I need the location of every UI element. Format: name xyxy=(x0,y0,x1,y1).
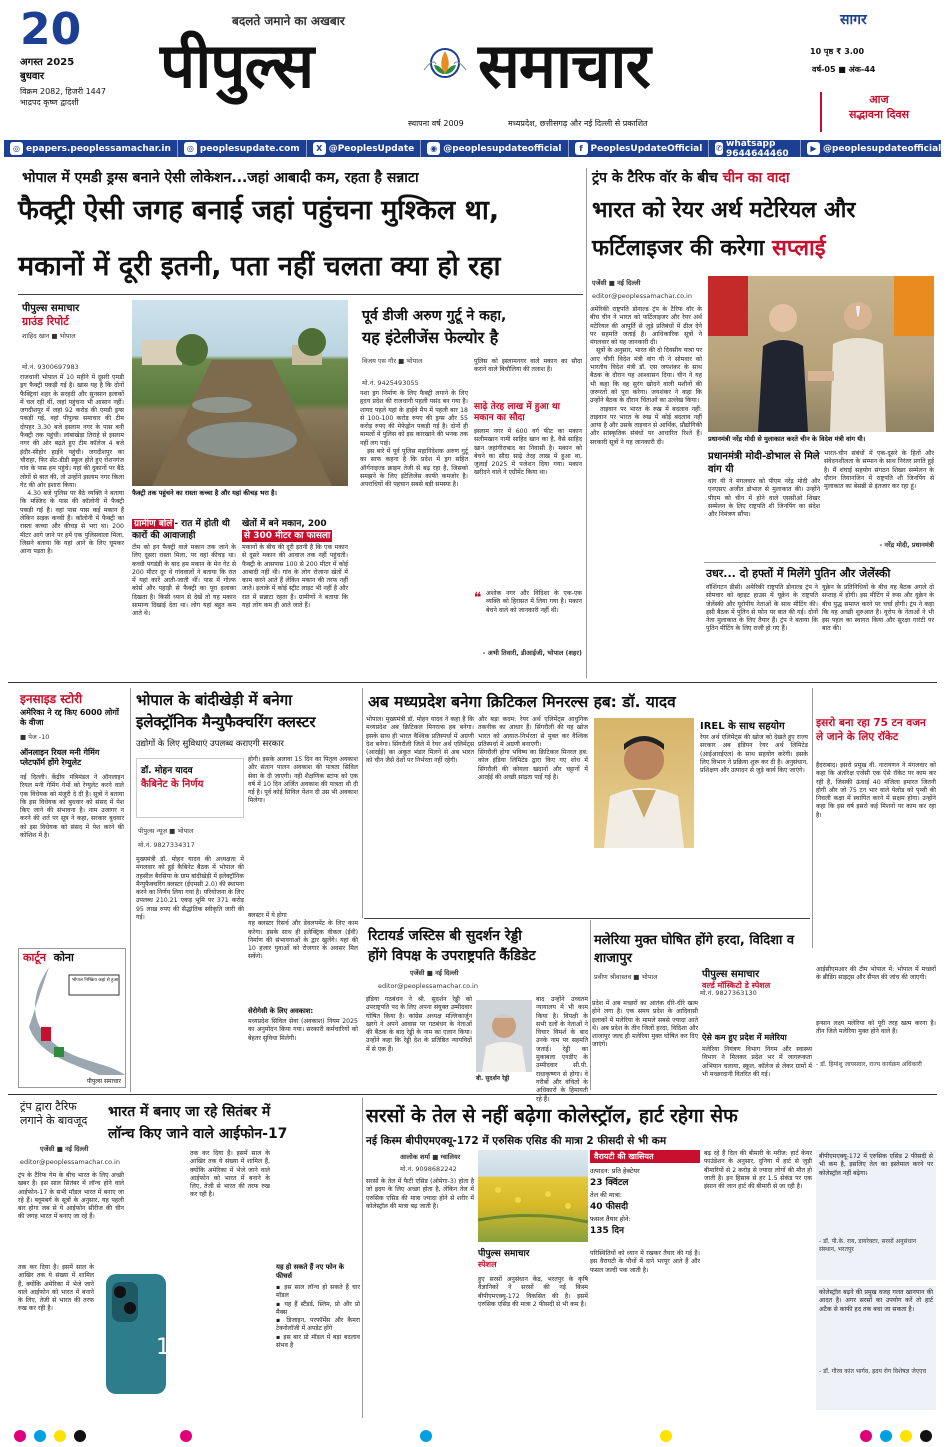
gurtu-head-1: पूर्व डीजी अरुण गुर्टू ने कहा, xyxy=(362,308,507,324)
malaria-body-2: आईसीएमआर की टीम भोपाल में: भोपाल में मच्छरों के ब्रीडिंग साइट्स और सैंपल की जांच की जाएगी। xyxy=(816,966,938,982)
feature-item: ▪ यह हैं स्टैंडर्ड, स्लिम, प्रो और प्रो मैक्स xyxy=(276,1300,362,1316)
justice-author: एजेंसी ■ नई दिल्ली xyxy=(410,969,459,977)
social-item[interactable]: ◎ peoplesupdate.com xyxy=(178,140,307,157)
iphone-head-2: लॉन्च किए जाने वाले आईफोन-17 xyxy=(108,1126,288,1142)
iphone-email: editor@peoplessamachar.co.in xyxy=(20,1158,120,1166)
bandikhedi-mobile: मो.नं. 9827334317 xyxy=(138,841,195,849)
brand-name: पीपुल्स समाचार xyxy=(22,303,80,314)
cartoon-drawing xyxy=(19,967,125,1075)
today-event: सद्भावना दिवस xyxy=(848,108,910,121)
mid-body-2: इस्लाम नगर में 600 वर्ग फीट का मकान सलीमखान नामी साहिद खान का है, वैसे साहिद खान जहांगीराबाद का निवासी है। मकान को बेचने का सौदा साढ़े तेरह लाख में हुआ था, जुलाई 2025 में पजेशन दिया गया। मकान खरीदने वाले ने एग्रीमेंट किया था। xyxy=(474,428,584,477)
today-box xyxy=(820,92,930,132)
cartoon-credit: पीपुल्स समाचार xyxy=(86,1078,121,1085)
mustard-body-2: हुए सरसों अनुसंधान केंद्र, भरतपुर के कृषि वैज्ञानिकों ने सरसों की नई किस्म बीपीएमएक्यू-172 विकसित की है। इसमें एरुसिक एसिड की मात्रा 2 फीसदी से भी कम है। xyxy=(478,1276,590,1308)
china-body: अमेरिकी राष्ट्रपति डोनाल्ड ट्रंप के टैरिफ वॉर के बीच चीन ने भारत को फर्टिलाइजर और रेयर अर्थ मटेरियल की आपूर्ति से जुड़े प्रतिबंधों में ढील देने पर सहमति जताई है। आधिकारिक सूत्रों ने मंगलवार को यह जानकारी दी। सूत्रों के अनुसार, भारत की दो दिवसीय यात्रा पर आए चीनी विदेश मंत्री वांग यी ने सोमवार को भारतीय विदेश मंत्री डॉ. एस जयशंकर के साथ बैठक के दौरान यह आश्वासन दिया। चीन ने यह भी कहा कि वह सुरंग खोदने वाली मशीनों की जरूरतों को पूरा करेगा। जयशंकर ने कहा कि उन्होंने बैठक के दौरान चिंताओं का उल्लेख किया। ताइवान पर भारत के रुख में बदलाव नहीं: ताइवान पर भारत के रुख में कोई बदलाव नहीं आया है और उसके ताइवान से आर्थिक, प्रौद्योगिकी और सांस्कृतिक संबंधों पर आधारित रिश्ते हैं। सरकारी सूत्रों ने यह जानकारी दी। xyxy=(590,306,702,446)
china-kicker: ट्रंप के टैरिफ वॉर के बीच चीन का वादा xyxy=(592,170,790,186)
social-item[interactable]: ◎ epapers.peoplessamachar.in xyxy=(4,140,178,157)
lotus-icon xyxy=(422,40,468,86)
justice-body-2: बाद उन्होंने उच्चतम न्यायालय में भी काम किया है। विपक्षी के सभी दलों के नेताओं ने विचार विमर्श के बाद उनके नाम पर सहमति जताई। रेड्डी का मुकाबला एनडीए के उम्मीदवार सी.पी. राधाकृष्णन से होगा। वे गरीबों और वंचितों के अधिकारों के हिमायती रहे हैं। xyxy=(536,996,590,1103)
lead-kicker: भोपाल में एमडी ड्रग्स बनाने ऐसी लोकेशन...जहां आबादी कम, रहता है सन्नाटा xyxy=(22,170,419,186)
malaria-body-1: प्रदेश में अब मच्छरों का आतंक धीरे-धीरे खत्म होने लगा है। एक समय प्रदेश के आदिवासी इलाकों में मलेरिया के मामले सबसे ज्यादा आते थे। अब प्रदेश के तीन जिलों हरदा, विदिशा और शाजापुर जल्द ही मलेरिया मुक्त घोषित कर दिए जाएंगे। xyxy=(592,1000,700,1049)
cartoon-box xyxy=(18,948,126,1088)
iphone-head-1: भारत में बनाए जा रहे सितंबर में xyxy=(108,1104,271,1120)
gurtu-author: विजय एस गौर ■ भोपाल xyxy=(362,357,423,365)
author-mobile: मो.नं. 9300697983 xyxy=(22,363,79,371)
minerals-head: अब मध्यप्रदेश बनेगा क्रिटिकल मिनरल्स हब: डॉ. यादव xyxy=(368,693,676,711)
road-photo xyxy=(132,300,348,486)
spec-item: तेल की मात्रा: 40 फीसदी xyxy=(590,1191,629,1212)
bandikhedi-head-2: इलेक्ट्रॉनिक मैन्युफैक्चरिंग क्लस्टर xyxy=(136,713,316,731)
iphone-body-1: ट्रंप के टैरिफ गेम के बीच भारत के लिए अच्छी खबर है। इस साल सितंबर में लॉन्च होने वाले आईफोन-17 के सभी मॉडल भारत में बनाए जा रहे हैं। ब्लूमबर्ग के सूत्रों के अनुसार, यह पहली बार होगा जब से ये आईफोन सीरीज की चीन की जगह भारत में बनाए जा रहे हैं। xyxy=(18,1172,126,1221)
registration-marks xyxy=(0,1425,945,1447)
houses-head: खेतों में बने मकान, 200 से 300 मीटर का फासला xyxy=(242,519,331,541)
pm-body: वांग यी ने मंगलवार को पीएम नरेंद्र मोदी और एनएसए अजीत डोभाल से मुलाकात की। उन्होंने पीएम को चीन में होने वाले एससीओ शिखर सम्मेलन के लिए राष्ट्रपति शी जिनपिंग का संदेश और निमंत्रण सौंपा। xyxy=(708,478,822,519)
social-item[interactable]: ✆ whatsapp 9644644460 xyxy=(709,140,801,157)
lead-body: राजधानी भोपाल में 10 महीने में दूसरी एमडी ड्रग फैक्ट्री पकड़ी गई है। खास यह है कि दोनों फैक्ट्रियां शहर के सरहदी और सुनसान इलाकों में चल रही थीं, जहां पहुंचना भी आसान नहीं। जगदीशपुर में जहां 92 करोड़ की एमडी ड्रग्स पकड़ी गई, वहां पीपुल्स समाचार की टीम दोपहर 3.30 बजे इस्लाम नगर के पास बनी फैक्ट्री तक पहुंची। लांबाखेड़ा तिराहे से इस्लाम नगर की ओर बढ़ते हुए टीम कॉलेज 4 बजे इंदौर-सीहोर हाईवे पहुंची। जगदीशपुर का चौराहा, फिर सेंट-डीडी स्कूल होते हुए रोशनगंज गांव के पास हम पहुंचे। यहां की दुकानों पर बैठे लोगों से बात की, तो उन्होंने इस्लाम नगर किला गेट की ओर इशारा किया। 4.30 बजे पुलिस पर बैठे व्यक्ति ने बताया कि मस्जिद के पास की कॉलोनी में फैक्ट्री पकड़ी गई है। वहां पास पास कई मकान हैं लेकिन सड़क कच्ची है। कॉलोनी में फैक्ट्री का रास्ता कच्चा और कीचड़ से भरा था। 200 मीटर आगे जाने पर हमें एक पुलिसवाला मिला, जिसने बताया कि यहां आने के लिए घूमकर आना पड़ता है। xyxy=(20,374,124,556)
quote-icon: ❝ xyxy=(474,590,482,606)
iphone-author: एजेंसी ■ नई दिल्ली xyxy=(40,1145,89,1153)
mustard-sub: नई किस्म बीपीएमएक्यू-172 में एरुसिक एसिड की मात्रा 2 फीसदी से भी कम xyxy=(366,1135,667,1147)
founded: स्थापना वर्ष 2009 xyxy=(408,119,464,128)
isro-body: हैदराबाद। इसरो प्रमुख वी. नारायणन ने मंगलवार को कहा कि अंतरिक्ष एजेंसी एक ऐसे रॉकेट पर काम कर रही है, जिसकी ऊंचाई 40 मंजिला इमारत जितनी होगी और जो 75 टन भार वाले पेलोड को पृथ्वी की निचली कक्षा में स्थापित करने में सक्षम होगा। उन्होंने कहा कि इस वर्ष इसरो कई मिशनों पर काम कर रहा है। xyxy=(816,762,938,819)
social-item[interactable]: X @PeoplesUpdate xyxy=(307,140,422,157)
cyber-head: सेरोगेसी के लिए अवकाश: xyxy=(248,1007,314,1015)
gurtu-head-2: यह इंटेलीजेंस फेल्योर है xyxy=(362,328,499,347)
bandikhedi-body-1: मुख्यमंत्री डॉ. मोहन यादव की अध्यक्षता में मंगलवार को हुई कैबिनेट बैठक में भोपाल की तहसील बैरसिया के ग्राम बांदीखेड़ी में इलेक्ट्रॉनिक मैन्युफैक्चरिंग क्लस्टर (ईएमसी 2.0) की स्थापना करने का निर्णय लिया गया है। परियोजना के लिए उपलब्ध 210.21 एकड़ भूमि पर 371 करोड़ 95 लाख रुपए की सैद्धांतिक स्वीकृति जारी की गई। xyxy=(136,856,246,922)
malaria-mobile: मो.नं. 9827363130 xyxy=(700,989,757,997)
villagers-kicker: ग्रामीण बोले - रात में होती थी कारों की आवाजाही xyxy=(132,519,230,541)
china-author: एजेंसी ■ नई दिल्ली xyxy=(592,279,641,287)
cyber-body: मध्यप्रदेश सिविल सेवा (अवकाश) नियम 2025 का अनुमोदन किया गया। सरकारी कर्मचारियों को बेहतर सुविधा मिलेगी। xyxy=(248,1018,360,1042)
feature-item: ▪ डिजाइन, परफॉर्मेंस और कैमरा टेक्नोलॉजी में अपडेट होंगे xyxy=(276,1317,362,1333)
youtube-icon: ▶ xyxy=(807,142,820,155)
malaria-sub-head: ऐसे कम हुए प्रदेश में मलेरिया xyxy=(702,1033,787,1042)
modi-quote: भारत-चीन संबंधों में एक-दूसरे के हितों और संवेदनशीलता के सम्मान के साथ निरंतर प्रगति हुई है। मैं शंघाई सहयोग संगठन शिखर सम्मेलन के दौरान तियानजिन में राष्ट्रपति शी जिनपिंग से मुलाकात का बेसब्री से इंतजार कर रहा हूं। - नरेंद्र मोदी, प्रधानमंत्री xyxy=(824,450,936,549)
tithi: भाद्रपद कृष्ण द्वादशी xyxy=(20,98,79,107)
tagline: बदलते जमाने का अखबार xyxy=(232,14,345,28)
pm-head: प्रधानमंत्री मोदी-डोभाल से मिले वांग यी xyxy=(708,451,820,475)
insight-kicker-note: ■ पेज -10 xyxy=(20,733,50,741)
iphone-photo xyxy=(96,1264,186,1404)
social-bar xyxy=(4,140,941,157)
date-month: अगस्त 2025 xyxy=(20,57,75,68)
svg-text:17: 17 xyxy=(156,1335,184,1360)
vikram-samvat: विक्रम 2082, हिजरी 1447 xyxy=(20,87,106,96)
insight-title: इनसाइड स्टोरी xyxy=(20,692,83,706)
modi-wang-photo xyxy=(708,276,934,432)
lead-headline-2: मकानों में दूरी इतनी, पता नहीं चलता क्या हो रहा xyxy=(18,251,501,282)
volume: वर्ष-05 ■ अंक-44 xyxy=(812,65,876,74)
putin-body-2: यूक्रेन के प्रतिनिधियों के बीच यह बैठक अगले दो सप्ताह में होगी। इस मीटिंग में रूस और यूक्रेन के बीच युद्ध समाप्त करने पर चर्चा होगी। ट्रंप ने कहा कि यह अच्छी शुरुआत है। यूरोप के नेताओं ने भी इस पहल का स्वागत किया और सुरक्षा गारंटी पर बात की। xyxy=(822,584,936,633)
iphone-kicker: ट्रंप द्वारा टैरिफ लगाने के बावजूद xyxy=(20,1100,88,1127)
modi-wang-caption: प्रधानमंत्री नरेंद्र मोदी से मुलाकात करते चीन के विदेश मंत्री वांग यी। xyxy=(708,435,866,443)
editions: मध्यप्रदेश, छत्तीसगढ़ और नई दिल्ली से प्रकाशित xyxy=(508,119,648,128)
china-headline-2: फर्टिलाइजर की करेगा सप्लाई xyxy=(592,236,826,261)
china-headline-1: भारत को रेयर अर्थ मटेरियल और xyxy=(592,198,856,223)
pages-price: 10 पृष्ठ ₹ 3.00 xyxy=(810,47,865,56)
social-item[interactable]: ◉ @peoplesupdateofficial xyxy=(421,140,568,157)
brand-sub: ग्राउंड रिपोर्ट xyxy=(22,315,69,328)
villagers-body: टीम को इन फैक्ट्री वाले मकान तक जाने के लिए दूसरा रास्ता मिला, पर वहां कीचड़ था। कच्ची पगडंडी के बाद हम मकान के मेन गेट से 200 मीटर दूर थे गांववालों ने बताया कि रात में यहां कारें आती-जाती थीं। पास में गोल्फ कोर्स और पहाड़ी से फैक्ट्री का पूरा इलाका दिखता है। किसी ध्यान से देखें तो यह मकान सामान्य दिखाई देता था। लोग यहां बहुत कम आते थे। xyxy=(132,544,238,618)
insight-head: ऑनलाइन रियल मनी गेमिंग प्लेटफॉर्म होंगे रेग्युलेट xyxy=(20,748,100,767)
justice-head-1: रिटायर्ड जस्टिस बी सुदर्शन रेड्डी xyxy=(368,928,522,944)
author: शाहिद खान ■ भोपाल xyxy=(22,332,76,340)
road-photo-caption: फैक्ट्री तक पहुंचने का रास्ता कच्चा है और यहां कीचड़ भरा है। xyxy=(132,489,277,497)
mid-head: साढ़े तेरह लाख में हुआ था मकान का सौदा xyxy=(474,402,560,423)
cabinet-box: डॉ. मोहन यादव कैबिनेट के निर्णय xyxy=(136,758,244,818)
insight-kicker: अमेरिका ने रद्द किए 6000 लोगों के वीजा xyxy=(20,708,119,727)
social-item[interactable]: ▶ @peoplesupdateofficial xyxy=(801,140,947,157)
mustard-body-1: सरसों के तेल में फैटी एसिड (ओमेगा-3) होता है जो ह्रदय के लिए अच्छा होता है, लेकिन तेल में एरुसिक एसिड की मात्रा ज्यादा होने से शरीर में कोलेस्ट्रॉल की मात्रा बढ़ जाती है। xyxy=(366,1178,476,1210)
mohan-yadav-photo xyxy=(594,718,694,848)
cartoon-sign: भोपाल निष्क्रिय कहां से हुआ xyxy=(71,978,119,983)
date-number: 20 xyxy=(20,4,82,55)
logo xyxy=(160,28,720,106)
today-label: आज xyxy=(869,93,889,106)
dig-quote: ❝ अशोक नगर और विदिशा के एक-एक व्यक्ति को हिरासत में लिया गया है। मकान बेचने वाले को जानकारी नहीं थी। - अभी तिवारी, डीआईजी, भोपाल (शहर) xyxy=(474,590,584,657)
gurtu-body: नशा ड्रग निर्माण के लिए फैक्ट्री लगाने के लिए हृदय प्रदेश की राजधानी पहली पसंद बन गया है। शायद पहले यहां के हाईवे मैप में पहली बार 18 से 100-100 करोड़ रुपए की ड्रग्स और 55 करोड़ रुपए की मेफेड्रोन पकड़ी गई है। दोनों ही मामलों में पुलिस को इस कारखाने की भनक तक नहीं लग पाई। इस बारे में पूर्व पुलिस महानिदेशक अरुण गुर्टू का साफ कहना है कि प्रदेश में ड्रग सहित ऑर्गनाइज्ड क्राइम तेजी से बढ़ रहा है, जिसको समझने के लिए इंटेलिजेंस काफी कमजोर है। अपराधियों की पहचान सबसे बड़ी समस्या है। xyxy=(360,390,468,489)
mustard-head: सरसों के तेल से नहीं बढ़ेगा कोलेस्ट्रॉल, हार्ट रहेगा सेफ xyxy=(366,1105,738,1127)
spec-box: वैरायटी की खासियत उत्पादन: प्रति हेक्टेयर 23 क्विंटल तेल की मात्रा: 40 फीसदी फसल तैयार होने: 135 दिन xyxy=(590,1150,700,1246)
cartoon-label: कार्टून कोना xyxy=(23,951,74,964)
feature-item: ▪ इस साल लॉन्च हो सकते हैं चार मॉडल xyxy=(276,1284,362,1300)
bandikhedi-head-1: भोपाल के बांदीखेड़ी में बनेगा xyxy=(136,691,293,709)
feature-item: ▪ इस बार प्रो मॉडल में बड़ा बदलाव संभव है xyxy=(276,1333,362,1350)
putin-head: उधर... दो हफ्तों में मिलेंगे पुतिन और जेलेंस्की xyxy=(706,567,891,580)
instagram-icon: ◉ xyxy=(427,142,440,155)
bandikhedi-body-3: क्लस्टर में ये होगा यह क्लस्टर रिसर्च और डेवलपमेंट के लिए काम करेगा। इसके साथ ही इलेक्ट्रिक वीकल (ईवी) निर्माण की संभावनाओं के द्वार खुलेंगे। यहां की 10 हजार युवाओं को रोजगार के अवसर मिल सकेंगे। xyxy=(248,912,358,961)
iphone-body-2: तक कर दिया है। इसमें साल के आखिर तक ये संख्या में शामिल हैं, क्योंकि अमेरिका में भेजे जाने वाले आईफोन को भारत में बनाने के लिए, तेजी से भारत की तरफ रुख कर रही है। xyxy=(190,1150,272,1199)
malaria-head: मलेरिया मुक्त घोषित होंगे हरदा, विदिशा व शाजापुर xyxy=(594,933,795,966)
spec-item: फसल तैयार होने: 135 दिन xyxy=(590,1215,631,1236)
weekday: बुधवार xyxy=(20,71,45,82)
mustard-field-photo xyxy=(478,1150,588,1242)
expert-box-2: कोलेस्ट्रॉल बढ़ने की प्रमुख वजह गलत खानपान की आदत है। अगर सरसों का उपयोग करें तो हार्ट अटैक से काफी हद तक बचा जा सकता है। - डॉ. गौरव कांत भार्गव, ह्रदय रोग विशेषज्ञ जेएएच xyxy=(816,1286,936,1410)
bandikhedi-sub: उद्योगों के लिए सुविधाएं उपलब्ध कराएगी सरकार xyxy=(136,739,284,749)
justice-email: editor@peoplessamachar.co.in xyxy=(378,982,478,990)
mustard-brand: पीपुल्स समाचार स्पेशल xyxy=(478,1249,530,1269)
ground-report-brand xyxy=(22,300,122,346)
whatsapp-icon: ✆ xyxy=(715,144,723,153)
expert-box-1: बीपीएमएक्यू-172 में एरुसिक एसिड 2 फीसदी से भी कम है, इसलिए तेल का इस्तेमाल करने पर कोलेस्ट्रॉल नहीं बढ़ेगा। - डॉ. पी.के. राय, डायरेक्टर, सरसों अनुसंधान संस्थान, भरतपुर xyxy=(816,1150,936,1280)
reddy-caption: बी. सुदर्शन रेड्डी xyxy=(476,1075,510,1082)
minerals-body-1: भोपाल। मुख्यमंत्री डॉ. मोहन यादव ने कहा है कि मध्यप्रदेश अब क्रिटिकल मिनरल्स हब बनेगा। इसके साथ ही भारत वैश्विक प्रतिस्पर्धा में अग्रणी देश बनेगा। सिंगरौली जिले में रेयर अर्थ एलिमेंट्स (आरईई) का अकूत भंडार मिलने से अब भारत को चीन जैसे देशों पर निर्भरता नहीं रहेगी। xyxy=(366,716,476,765)
logo-left: पीपुल्स xyxy=(160,29,314,102)
bandikhedi-body-2: होगी। इसके अलावा 15 दिन का पितृत्व अवकाश और संतान पालन अवकाश की पात्रता सिविल सेवा के दी जाएगी। नही शैक्षणिक स्टाफ को एक वर्ष में 10 दिन अर्जित अवकाश की पात्रता थी दी गई है। पूर्व कोई सिविल पेंशन दी उस भी अवकाश मिलेगा। xyxy=(248,756,360,805)
mid-body: पुलिस को इस्लामनगर वाले मकान का सौदा कराने वाले बिचौलिया की तलाश है। xyxy=(474,358,584,374)
mustard-body-3: परिस्थितियों को ध्यान में रखकर तैयार की गई है। इस वैरायटी के पौधों में दाने भरपूर आते हैं और फसल जल्दी पक जाती है। xyxy=(590,1250,702,1274)
reddy-photo xyxy=(476,1000,532,1072)
isro-head: इसरो बना रहा 75 टन वजन ले जाने के लिए रॉकेट xyxy=(816,717,926,743)
date-block xyxy=(20,4,150,107)
masthead xyxy=(0,0,945,140)
social-item[interactable]: f PeoplesUpdateOfficial xyxy=(569,140,710,157)
mustard-mobile: मो.नं. 9098682242 xyxy=(400,1165,457,1173)
irel-head: IREL के साथ सहयोग xyxy=(700,721,785,732)
irel-body: रेयर अर्थ एलिमेंट्स की खोज को देखते हुए राज्य सरकार अब इंडियन रेयर अर्थ लिमिटेड (आईआरईएल) के साथ सहयोग करेगी। इसके लिए विभाग ने प्रक्रिया शुरू कर दी है। अनुसंधान, प्रशिक्षण और उत्पादन से जुड़े कार्य किए जाएंगे। xyxy=(700,734,810,775)
china-email: editor@peoplessamachar.co.in xyxy=(592,292,692,300)
gurtu-mobile: मो.नं. 9425493055 xyxy=(362,379,419,387)
globe-icon: ◎ xyxy=(10,142,23,155)
malaria-quote: इन्सान लक्ष्य मलेरिया को पूरी तरह खत्म करना है। तीन जिले मलेरिया मुक्त होने वाले हैं। - डॉ. हिमांशु जायसवार, राज्य कार्यक्रम अधिकारी xyxy=(816,1020,938,1068)
iphone-features: यह हो सकते हैं नए फोन के फीचर्स ▪ इस साल लॉन्च हो सकते हैं चार मॉडल ▪ यह हैं स्टैंडर्ड, स्लिम, प्रो और प्रो मैक्स ▪ डिजाइन, परफॉर्मेंस और कैमरा टेक्नोलॉजी में अपडेट होंगे ▪ इस बार प्रो मॉडल में बड़ा बदलाव संभव है xyxy=(276,1263,362,1350)
houses-body: मकानों के बीच की दूरी इतनी है कि एक मकान से दूसरे मकान की आवाज तक नहीं पहुंचती। फैक्ट्री के आसपास 100 से 200 मीटर में कोई आबादी नहीं थी। गांव के लोग रोजाना खेतों में काम करने आते हैं लेकिन मकान की तरफ नहीं जाते। इलाके में कोई स्ट्रीट लाइट भी नहीं है और रात में सन्नाटा रहता है। ग्रामीणों ने बताया कि यहां लोग कम ही आते जाते हैं। xyxy=(242,544,350,610)
malaria-body-3: मलेरिया नियंत्रण विभाग निगम और स्वास्थ्य विभाग ने मिलकर प्रदेश भर में जागरूकता अभियान चलाया, स्कूल, कॉलेज से लेकर ग्रामों में भी मच्छरदानी वितरित की गई। xyxy=(702,1046,814,1078)
globe-icon: ◎ xyxy=(184,142,197,155)
x-icon: X xyxy=(313,142,326,155)
city: सागर xyxy=(840,12,867,28)
insight-body: नई दिल्ली। केंद्रीय मंत्रिमंडल ने ऑनलाइन रियल मनी गेमिंग गेमों को रेग्युलेट करने वाले एक विधेयक को मंजूरी दे दी है। सूत्रों ने बताया कि इस विधेयक को बुधवार को संसद में पेश किए जाने की संभावना है। नाम उजागर न करने की शर्त पर सूत्र ने कहा, सरकार बुधवार को इस विधेयक को संसद में पेश करने की कोशिश में है। xyxy=(20,774,126,840)
lead-headline-1: फैक्ट्री ऐसी जगह बनाई जहां पहुंचना मुश्किल था, xyxy=(18,195,500,226)
logo-right: समाचार xyxy=(478,29,650,102)
malaria-brand: पीपुल्स समाचार वर्ल्ड मॉस्किटो डे स्पेशल xyxy=(702,969,771,990)
malaria-author: प्रवीण श्रीवास्तव ■ भोपाल xyxy=(594,973,658,981)
justice-body-1: इंडिया गठबंधन ने श्री. सुदर्शन रेड्डी को उपराष्ट्रपति पद के लिए अपना संयुक्त उम्मीदवार घोषित किया है। कांग्रेस अध्यक्ष मल्लिकार्जुन खरगे ने अपने आवास पर गठबंधन के नेताओं की बैठक के बाद रेड्डी के नाम का एलान किया। उन्होंने कहा कि रेड्डी देश के प्रतिष्ठित न्यायविदों में से एक हैं। xyxy=(366,996,474,1053)
facebook-icon: f xyxy=(575,142,588,155)
spec-item: उत्पादन: प्रति हेक्टेयर 23 क्विंटल xyxy=(590,1167,640,1188)
minerals-body-2: और बड़ा कदम: रेयर अर्थ एलिमेंट्स आधुनिक तकनीक का आधार हैं। सिंगरौली की यह खोज भारत को आयात-निर्भरता से मुक्त कर वैश्विक प्रतिस्पर्धा में अग्रणी बनाएगी। सिंगरौली होगा भविष्य का क्रिटिकल मिनरल हब: कोल इंडिया लिमिटेड द्वारा किए गए शोध में सिंगरौली की कोयला खदानों और चट्टानों में आरईई की अच्छी सांद्रता पाई गई है। xyxy=(478,716,588,782)
putin-body-1: वॉशिंगटन डीसी। अमेरिकी राष्ट्रपति डोनाल्ड ट्रंप ने सोमवार को व्हाइट हाउस में यूक्रेन के राष्ट्रपति जेलेंस्की और यूरोपीय नेताओं के साथ मीटिंग की। इसी बैठक में पुतिन से फोन पर बात की गई। दोनों नेता मुलाकात के लिए तैयार हैं। ट्रंप ने बताया कि पुतिन मीटिंग के लिए राजी हो गए हैं। xyxy=(706,584,820,633)
mustard-body-4: बढ़ रहे हैं दिल की बीमारी के मरीज: हार्ट केयर फाउंडेशन के अनुसार, दुनिया में हार्ट से जुड़ी बीमारियों से 2 करोड़ से ज्यादा लोगों की मौत हो जाती है। इन हिसाब से हर 1.5 सेकंड पर एक इंसान की जान हार्ट की बीमारी से जा रही है। xyxy=(704,1150,814,1191)
bandikhedi-author: पीपुल्स न्यूज़ ■ भोपाल xyxy=(138,827,194,835)
justice-head-2: होंगे विपक्ष के उपराष्ट्रपति कैंडिडेट xyxy=(368,948,536,964)
iphone-body-1b: तक कर दिया है। इसमें साल के आखिर तक ये संख्या में शामिल हैं, क्योंकि अमेरिका में भेजे जाने वाले आईफोन को भारत में बनाने के लिए, तेजी से भारत की तरफ रुख कर रही है। xyxy=(18,1264,96,1313)
mustard-author: आलोक शर्मा ■ ग्वालियर xyxy=(400,1153,461,1161)
